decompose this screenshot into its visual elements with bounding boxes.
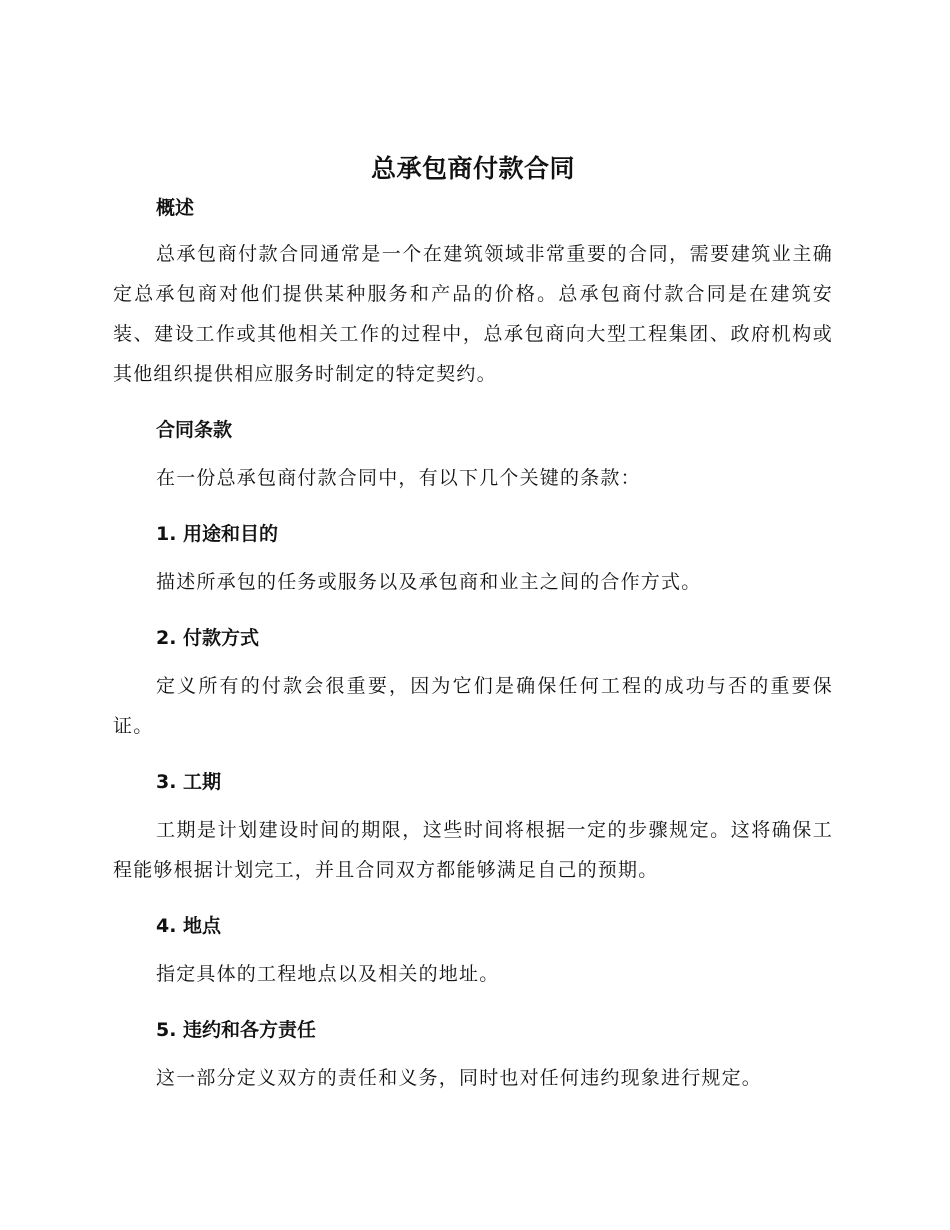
- paragraph-payment-method: 定义所有的付款会很重要，因为它们是确保任何工程的成功与否的重要保证。: [113, 675, 833, 737]
- clause-heading-schedule: 3. 工期: [156, 771, 222, 793]
- clause-heading-location: 4. 地点: [156, 915, 222, 937]
- section-heading-overview: 概述: [156, 197, 195, 219]
- document-title: 总承包商付款合同: [370, 154, 575, 183]
- paragraph-purpose: 描述所承包的任务或服务以及承包商和业主之间的合作方式。: [156, 571, 702, 593]
- paragraph-schedule: 工期是计划建设时间的期限，这些时间将根据一定的步骤规定。这将确保工程能够根据计划完工，并且合同双方都能够满足自己的预期。: [113, 819, 833, 881]
- section-heading-contract-terms: 合同条款: [156, 419, 233, 441]
- clause-heading-purpose: 1. 用途和目的: [156, 523, 279, 545]
- paragraph-overview: 总承包商付款合同通常是一个在建筑领域非常重要的合同，需要建筑业主确定总承包商对他们提供某种服务和产品的价格。总承包商付款合同是在建筑安装、建设工作或其他相关工作的过程中，总承包商向大型工程集团、政府机构或其他组织提供相应服务时制定的特定契约。: [113, 243, 833, 385]
- paragraph-breach-liability: 这一部分定义双方的责任和义务，同时也对任何违约现象进行规定。: [156, 1067, 763, 1089]
- paragraph-location: 指定具体的工程地点以及相关的地址。: [156, 963, 500, 985]
- document-page: [113, 150, 833, 1098]
- clause-heading-breach-liability: 5. 违约和各方责任: [156, 1019, 317, 1041]
- clause-heading-payment-method: 2. 付款方式: [156, 627, 260, 649]
- paragraph-terms-intro: 在一份总承包商付款合同中，有以下几个关键的条款：: [156, 467, 641, 489]
